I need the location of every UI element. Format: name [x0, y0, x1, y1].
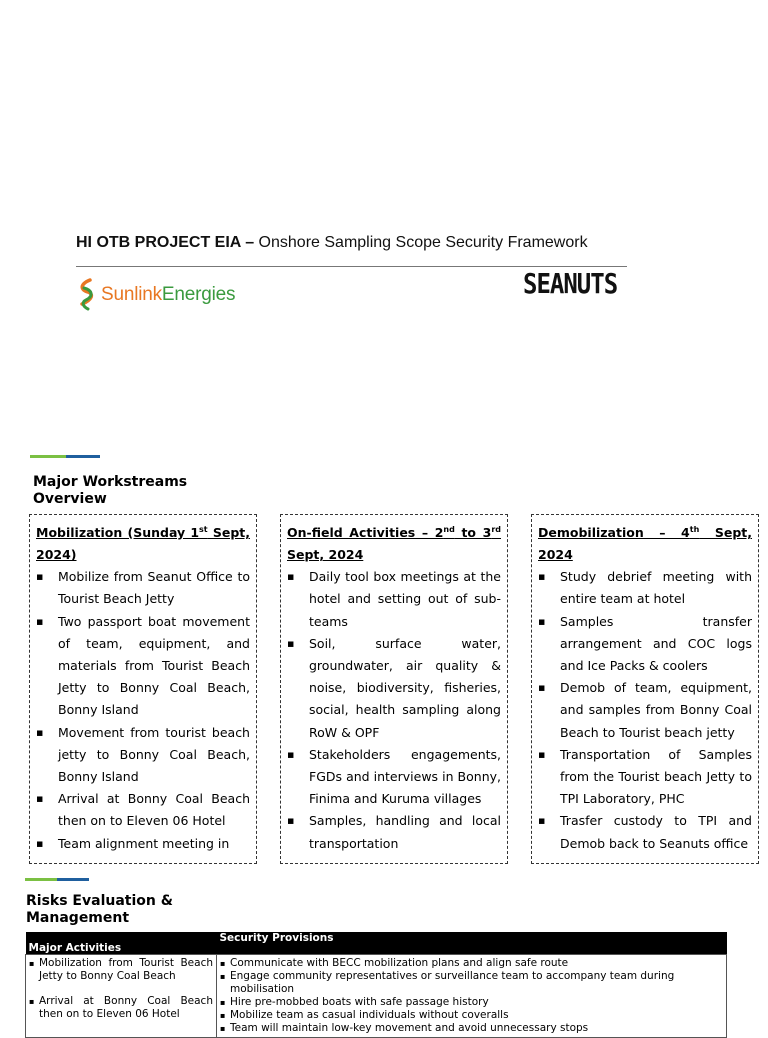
list-item: ▪ Stakeholders engagements, FGDs and interviews in Bonny, Finima and Kuruma villages — [287, 744, 501, 811]
list-item: ▪ Samples, handling and local transportation — [287, 810, 501, 854]
mobilization-card-title: Mobilization (Sunday 1st Sept, 2024) — [36, 525, 250, 563]
provisions-cell — [217, 955, 727, 1038]
list-item: ▪ Arrival at Bonny Coal Beach then on to Eleven 06 Hotel — [36, 788, 250, 832]
activity-item: ▪ Arrival at Bonny Coal Beach then on to Eleven 06 Hotel — [29, 995, 213, 1021]
list-item: ▪ Soil, surface water, groundwater, air quality & noise, biodiversity, fisheries, social, health sampling along RoW & OPF — [287, 633, 501, 744]
list-item: ▪ Demob of team, equipment, and samples from Bonny Coal Beach to Tourist beach jetty — [538, 677, 752, 744]
activity-item: ▪ Mobilization from Tourist Beach Jetty to Bonny Coal Beach — [29, 957, 213, 983]
provision-item: ▪ Engage community representatives or surveillance team to accompany team during mobilisation — [220, 970, 723, 996]
on-field-activities-card — [280, 514, 508, 864]
seanuts-logo: SEANUTS — [523, 267, 618, 301]
logo-sunlink-text: Sunlink — [101, 284, 162, 305]
sunlink-swoosh-icon — [76, 278, 98, 312]
header-divider — [76, 266, 627, 267]
table-header-row — [26, 932, 727, 955]
list-item: ▪ Trasfer custody to TPI and Demob back to Seanuts office — [538, 810, 752, 854]
list-item: ▪ Movement from tourist beach jetty to Bonny Coal Beach, Bonny Island — [36, 722, 250, 789]
provision-item: ▪ Mobilize team as casual individuals without coveralls — [220, 1009, 723, 1022]
title-rest: Onshore Sampling Scope Security Framework — [254, 234, 588, 251]
list-item: ▪ Transportation of Samples from the Tourist beach Jetty to TPI Laboratory, PHC — [538, 744, 752, 811]
risks-title: Risks Evaluation & Management — [26, 893, 173, 926]
column-header-provisions: Security Provisions — [217, 932, 727, 955]
column-header-activities: Major Activities — [26, 932, 217, 955]
list-item: ▪ Study debrief meeting with entire team at hotel — [538, 566, 752, 610]
workstreams-title: Major Workstreams Overview — [33, 474, 188, 507]
list-item: ▪ Two passport boat movement of team, equipment, and materials from Tourist Beach Jetty to Bonny Coal Beach, Bonny Island — [36, 611, 250, 722]
section-accent-bar — [30, 455, 100, 458]
provision-item: ▪ Hire pre-mobbed boats with safe passage history — [220, 996, 723, 1009]
mobilization-card — [29, 514, 257, 864]
risks-table — [25, 932, 727, 1038]
provision-item: ▪ Communicate with BECC mobilization plans and align safe route — [220, 957, 723, 970]
list-item: ▪ Mobilize from Seanut Office to Tourist Beach Jetty — [36, 566, 250, 610]
title-bold: HI OTB PROJECT EIA – — [76, 234, 255, 251]
list-item: ▪ Daily tool box meetings at the hotel and setting out of sub-teams — [287, 566, 501, 633]
activities-cell — [26, 955, 217, 1038]
sunlink-energies-logo — [76, 278, 235, 312]
document-title — [76, 234, 588, 252]
list-item: ▪ Team alignment meeting in — [36, 833, 250, 855]
provision-item: ▪ Team will maintain low-key movement and avoid unnecessary stops — [220, 1022, 723, 1035]
demobilization-card-title: Demobilization – 4th Sept, 2024 — [538, 525, 752, 563]
table-row — [26, 955, 727, 1038]
on-field-card-title: On-field Activities – 2nd to 3rd Sept, 2024 — [287, 525, 501, 563]
list-item: ▪ Samples transfer arrangement and COC logs and Ice Packs & coolers — [538, 611, 752, 678]
demobilization-card — [531, 514, 759, 864]
logo-energies-text: Energies — [161, 284, 236, 305]
section-accent-bar — [25, 878, 89, 881]
